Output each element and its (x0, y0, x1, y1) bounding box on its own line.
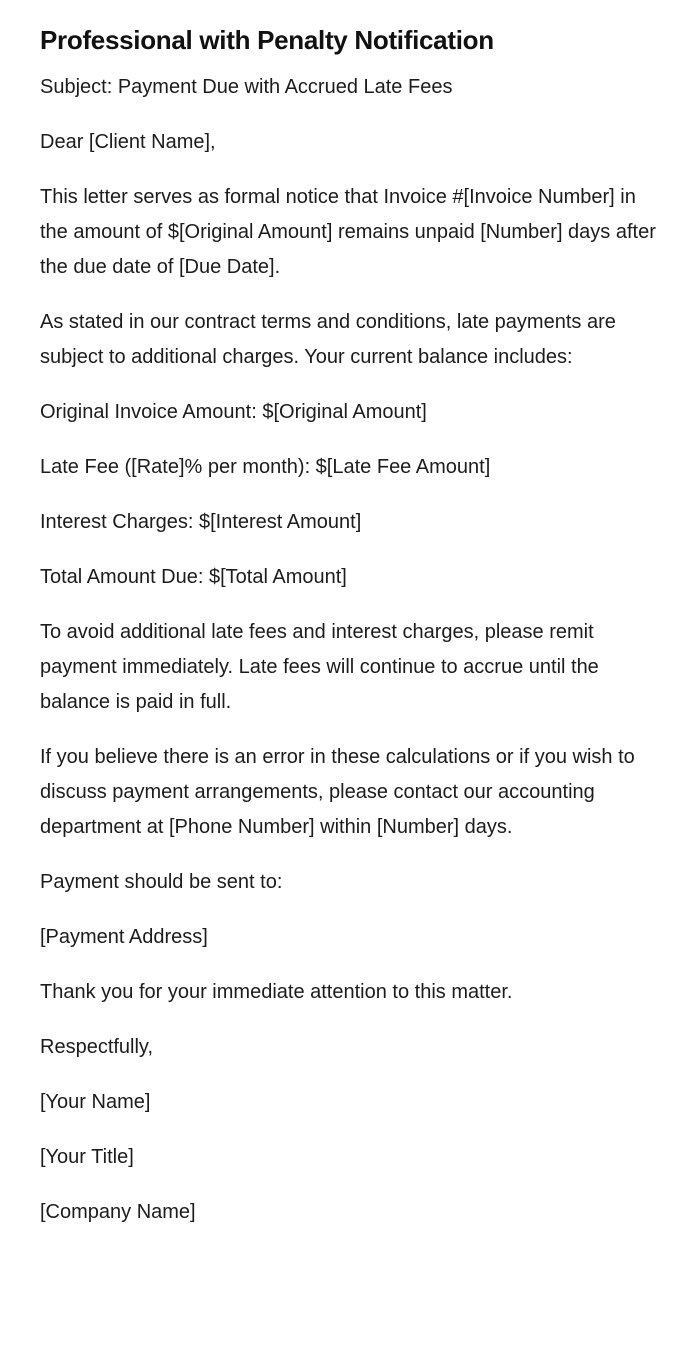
salutation: Dear [Client Name], (40, 131, 216, 153)
company-name: [Company Name] (40, 1201, 196, 1223)
total-line: Total Amount Due: $[Total Amount] (40, 566, 347, 588)
page-title: Professional with Penalty Notification (40, 25, 494, 55)
notice-paragraph: This letter serves as formal notice that Invoice #[Invoice Number] in the amount of $[Original Amount] remains unpaid [Number] days after the due date of [Due Date]. (40, 186, 656, 278)
closing-line: Respectfully, (40, 1036, 154, 1058)
dispute-paragraph: If you believe there is an error in these calculations or if you wish to discuss payment arrangements, please contact our accounting department at [Phone Number] within [Number] days. (40, 746, 635, 838)
subject-line: Subject: Payment Due with Accrued Late Fees (40, 76, 453, 98)
interest-line: Interest Charges: $[Interest Amount] (40, 511, 362, 533)
signer-title: [Your Title] (40, 1146, 134, 1168)
signer-name: [Your Name] (40, 1091, 151, 1113)
payment-address: [Payment Address] (40, 926, 208, 948)
terms-paragraph: As stated in our contract terms and conditions, late payments are subject to additional charges. Your current balance includes: (40, 311, 616, 368)
late-fee-line: Late Fee ([Rate]% per month): $[Late Fee Amount] (40, 456, 491, 478)
thanks-line: Thank you for your immediate attention to this matter. (40, 981, 513, 1003)
payment-intro: Payment should be sent to: (40, 871, 283, 893)
original-amount-line: Original Invoice Amount: $[Original Amount] (40, 401, 427, 423)
remit-paragraph: To avoid additional late fees and interest charges, please remit payment immediately. Late fees will continue to accrue until the balance is paid in full. (40, 621, 599, 713)
